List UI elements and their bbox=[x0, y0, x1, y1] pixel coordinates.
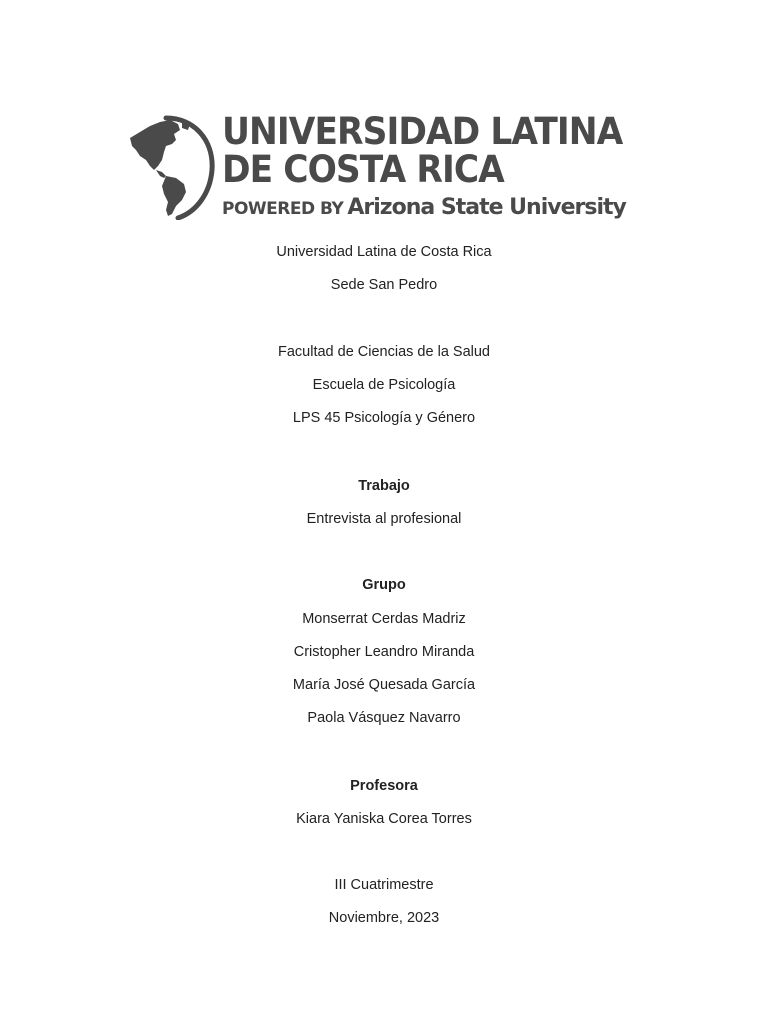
institution-name: Universidad Latina de Costa Rica bbox=[276, 244, 492, 260]
faculty-name: Facultad de Ciencias de la Salud bbox=[278, 344, 490, 360]
group-member: María José Quesada García bbox=[292, 677, 476, 693]
logo-title-line2: DE COSTA RICA bbox=[222, 148, 504, 191]
assignment-title: Entrevista al profesional bbox=[306, 511, 462, 527]
logo-powered-by bbox=[222, 195, 626, 220]
group-heading: Grupo bbox=[362, 577, 406, 593]
course-name: LPS 45 Psicología y Género bbox=[292, 410, 476, 426]
term-period: III Cuatrimestre bbox=[334, 877, 434, 893]
logo-powered-by-label: POWERED BY bbox=[222, 199, 344, 219]
school-name: Escuela de Psicología bbox=[312, 377, 456, 393]
group-member: Monserrat Cerdas Madriz bbox=[302, 611, 466, 627]
group-member: Cristopher Leandro Miranda bbox=[293, 644, 475, 660]
group-member: Paola Vásquez Navarro bbox=[307, 710, 461, 726]
logo-partner-name: Arizona State University bbox=[347, 195, 626, 220]
logo-title-line1: UNIVERSIDAD LATINA bbox=[222, 110, 623, 153]
campus-name: Sede San Pedro bbox=[330, 277, 438, 293]
assignment-heading: Trabajo bbox=[358, 478, 410, 494]
globe-americas-icon bbox=[126, 114, 216, 220]
professor-name: Kiara Yaniska Corea Torres bbox=[296, 811, 472, 827]
term-date: Noviembre, 2023 bbox=[328, 910, 440, 926]
professor-heading: Profesora bbox=[350, 778, 418, 794]
university-logo bbox=[126, 112, 646, 224]
